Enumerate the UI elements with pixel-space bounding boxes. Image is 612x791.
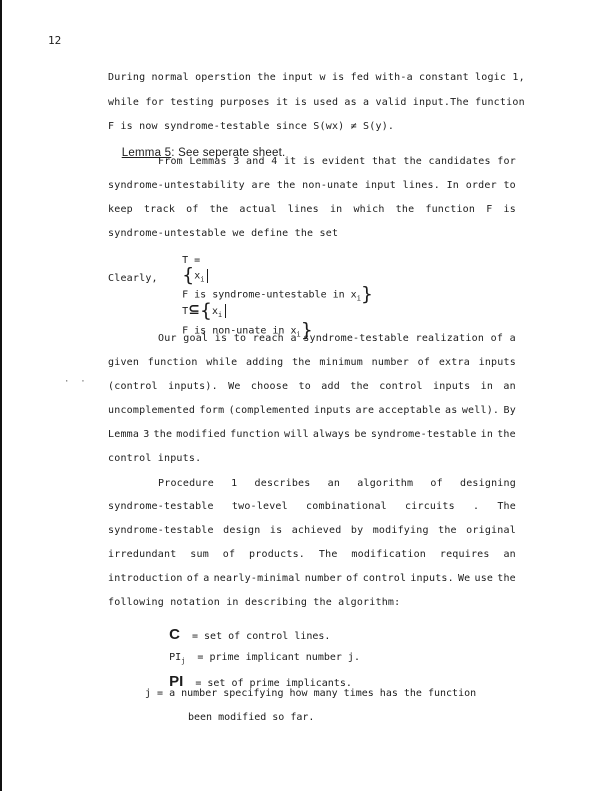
word: The <box>497 501 516 512</box>
p1-line-1 <box>108 72 525 83</box>
word: syndrome-untestability <box>108 180 245 191</box>
word: of <box>417 357 431 368</box>
word: of <box>490 333 504 344</box>
p4-line-6 <box>108 597 400 608</box>
eq2-var-sub: i <box>217 311 223 319</box>
word: extra <box>438 357 470 368</box>
word: form <box>199 405 225 416</box>
word: , <box>518 72 525 83</box>
word: non-unate <box>302 180 359 191</box>
word: always <box>312 429 351 440</box>
word: inputs). <box>168 381 218 392</box>
word: input <box>364 180 396 191</box>
word: candidates <box>428 156 491 167</box>
word: evident <box>321 156 366 167</box>
word: inputs <box>313 405 352 416</box>
eq2-right-brace: } <box>300 318 313 341</box>
word: a <box>509 333 516 344</box>
word: syndrome-testable <box>370 429 477 440</box>
prime-implicant-j-symbol: PI <box>169 652 182 663</box>
word: while for testing purposes it is used as a valid input. <box>108 97 451 108</box>
eq2-left-brace: { <box>199 299 212 322</box>
eq2-var: x <box>211 306 218 317</box>
eq1-var: x <box>194 270 201 282</box>
word: irredundant <box>108 549 177 560</box>
word: of <box>222 549 236 560</box>
word: function <box>230 429 280 440</box>
prime-implicant-j-desc: = prime implicant number j. <box>197 652 360 663</box>
word: modification <box>351 549 427 560</box>
word: the <box>153 429 173 440</box>
word: realization <box>415 333 485 344</box>
word: lines <box>287 204 319 215</box>
word: products. <box>249 549 306 560</box>
word: We <box>228 381 241 392</box>
word: control <box>379 381 423 392</box>
p2-line-3 <box>108 204 516 215</box>
p4-line-2 <box>108 501 516 512</box>
word: the <box>292 357 311 368</box>
word: acceptable <box>378 405 441 416</box>
word: syndrome-testable <box>108 501 214 512</box>
p3-line-5 <box>108 429 516 440</box>
word: use <box>474 573 494 584</box>
word: control inputs. <box>108 453 202 464</box>
p2-line-1 <box>158 156 516 167</box>
p4-line-3 <box>108 525 516 536</box>
word: F <box>486 204 493 215</box>
word: inputs <box>478 357 516 368</box>
word: From <box>158 156 183 167</box>
word: of <box>346 573 359 584</box>
control-lines-desc: = set of control lines. <box>191 631 331 642</box>
word: the <box>395 204 415 215</box>
eq2-desc: F is non-unate in x <box>182 325 297 336</box>
word: in <box>329 204 343 215</box>
word: control <box>362 573 407 584</box>
word: In <box>446 180 460 191</box>
word: of <box>186 204 199 215</box>
p3-line-2 <box>108 357 516 368</box>
word: is <box>503 204 516 215</box>
word: inputs. <box>410 573 454 584</box>
p1-line-3 <box>108 121 394 132</box>
eq2-lhs: T <box>182 306 189 317</box>
word: the <box>497 429 516 440</box>
word: number <box>371 357 409 368</box>
word: describes <box>254 478 311 489</box>
word: are <box>251 180 271 191</box>
word: adding <box>246 357 284 368</box>
p3-line-6 <box>108 453 201 464</box>
word: as <box>445 405 458 416</box>
eq1-var-sub: i <box>200 275 205 284</box>
eq1-desc-sub: i <box>356 294 361 303</box>
eq1-desc: F is syndrome-untestable in x <box>182 289 357 301</box>
eq1-right-brace: } <box>360 283 374 305</box>
word: order <box>465 180 497 191</box>
word: the <box>209 204 229 215</box>
word: lines. <box>402 180 440 191</box>
word: The <box>318 549 338 560</box>
prime-implicant-j-sub: j <box>181 657 186 665</box>
prime-implicants-desc: = set of prime implicants. <box>195 678 352 689</box>
word: Our <box>158 333 177 344</box>
word: By <box>503 405 516 416</box>
clearly-line: Clearly, <box>108 273 158 284</box>
word: reach <box>252 333 284 344</box>
lemma-5-label: Lemma 5 <box>121 147 172 159</box>
word: of <box>430 478 443 489</box>
word: number <box>304 573 343 584</box>
word: a <box>203 573 210 584</box>
word: goal <box>183 333 209 344</box>
page-number: 12 <box>48 34 62 47</box>
word: is <box>214 333 228 344</box>
word: designing <box>459 478 516 489</box>
word: while <box>206 357 238 368</box>
word: uncomplemented <box>108 405 196 416</box>
word: which <box>353 204 385 215</box>
word: well). <box>461 405 500 416</box>
word: the <box>276 180 296 191</box>
word: syndrome-testable <box>303 333 410 344</box>
word: circuits <box>405 501 455 512</box>
word: F is now syndrome-testable since S(wx) ≠ S(y). <box>108 121 395 132</box>
lemma-5-text: : See seperate sheet. <box>171 147 286 159</box>
word: sum <box>190 549 209 560</box>
notation-j: j = a number specifying how many times has the function <box>145 688 477 699</box>
word: modifying <box>372 525 429 536</box>
word: following notation in describing the algorithm: <box>108 597 401 608</box>
word: choose <box>250 381 289 392</box>
word: to <box>503 180 516 191</box>
word: nearly-minimal <box>213 573 301 584</box>
word: are <box>355 405 375 416</box>
word: The function <box>450 97 525 108</box>
p4-line-5 <box>108 573 516 584</box>
eq2-desc-sub: i <box>296 330 301 338</box>
word: syndrome-untestable we define the set <box>108 228 339 239</box>
word: is <box>269 525 283 536</box>
word: two-level <box>231 501 288 512</box>
control-lines-symbol: C <box>169 626 180 643</box>
notation-j-continued: been modified so far. <box>188 712 315 723</box>
word: During normal operstion the input w is fed with-a constant logic 1 <box>108 72 519 83</box>
word: in <box>480 429 494 440</box>
word: . <box>472 501 480 512</box>
word: track <box>143 204 176 215</box>
word: 4 <box>271 156 278 167</box>
word: syndrome-testable <box>108 525 214 536</box>
word: is <box>302 156 316 167</box>
word: to <box>298 381 311 392</box>
p1-line-2 <box>108 97 525 108</box>
word: be <box>354 429 367 440</box>
word: to <box>233 333 247 344</box>
p2-line-4 <box>108 228 338 239</box>
word: achieved <box>291 525 342 536</box>
p3-line-4 <box>108 405 516 416</box>
eq1-left-brace: { <box>182 264 195 286</box>
p3-line-3 <box>108 381 516 392</box>
p4-line-4 <box>108 549 516 560</box>
word: of <box>186 573 200 584</box>
word: the <box>350 381 369 392</box>
word: algorithm <box>357 478 414 489</box>
eq1-bar <box>207 269 208 283</box>
word: in <box>480 381 494 392</box>
word: requires <box>439 549 490 560</box>
word: keep <box>108 204 133 215</box>
word: inputs <box>433 381 471 392</box>
word: function <box>147 357 198 368</box>
word: 3 <box>143 429 150 440</box>
word: will <box>283 429 309 440</box>
word: given <box>108 357 140 368</box>
word: Lemma <box>108 429 140 440</box>
word: design <box>223 525 261 536</box>
word: Procedure <box>158 478 214 489</box>
word: the <box>438 525 457 536</box>
word: the <box>403 156 423 167</box>
word: for <box>497 156 516 167</box>
p4-line-1 <box>158 478 516 489</box>
word: (complemented <box>228 405 310 416</box>
word: and <box>246 156 265 167</box>
eq1-lhs: T = <box>182 255 201 266</box>
word: an <box>327 478 341 489</box>
word: We <box>457 573 471 584</box>
word: actual <box>239 204 277 215</box>
margin-dots: · · <box>64 377 86 387</box>
word: Lemmas <box>189 156 227 167</box>
word: (control <box>108 381 158 392</box>
word: that <box>371 156 397 167</box>
word: combinational <box>306 501 387 512</box>
word: an <box>503 549 516 560</box>
word: a <box>290 333 297 344</box>
word: add <box>321 381 340 392</box>
prime-implicants-symbol: PI <box>169 673 184 690</box>
word: by <box>350 525 364 536</box>
word: the <box>497 573 516 584</box>
eq2-subset-symbol: ⊆ <box>188 301 200 317</box>
word: 3 <box>233 156 240 167</box>
word: function <box>425 204 476 215</box>
word: it <box>283 156 297 167</box>
word: minimum <box>319 357 363 368</box>
p3-line-1 <box>158 333 516 344</box>
p2-line-2 <box>108 180 516 191</box>
word: modified <box>176 429 227 440</box>
word: original <box>466 525 516 536</box>
page-edge-line <box>0 0 2 791</box>
eq2-bar <box>225 304 226 318</box>
word: introduction <box>108 573 183 584</box>
word: an <box>503 381 516 392</box>
word: 1 <box>231 478 238 489</box>
